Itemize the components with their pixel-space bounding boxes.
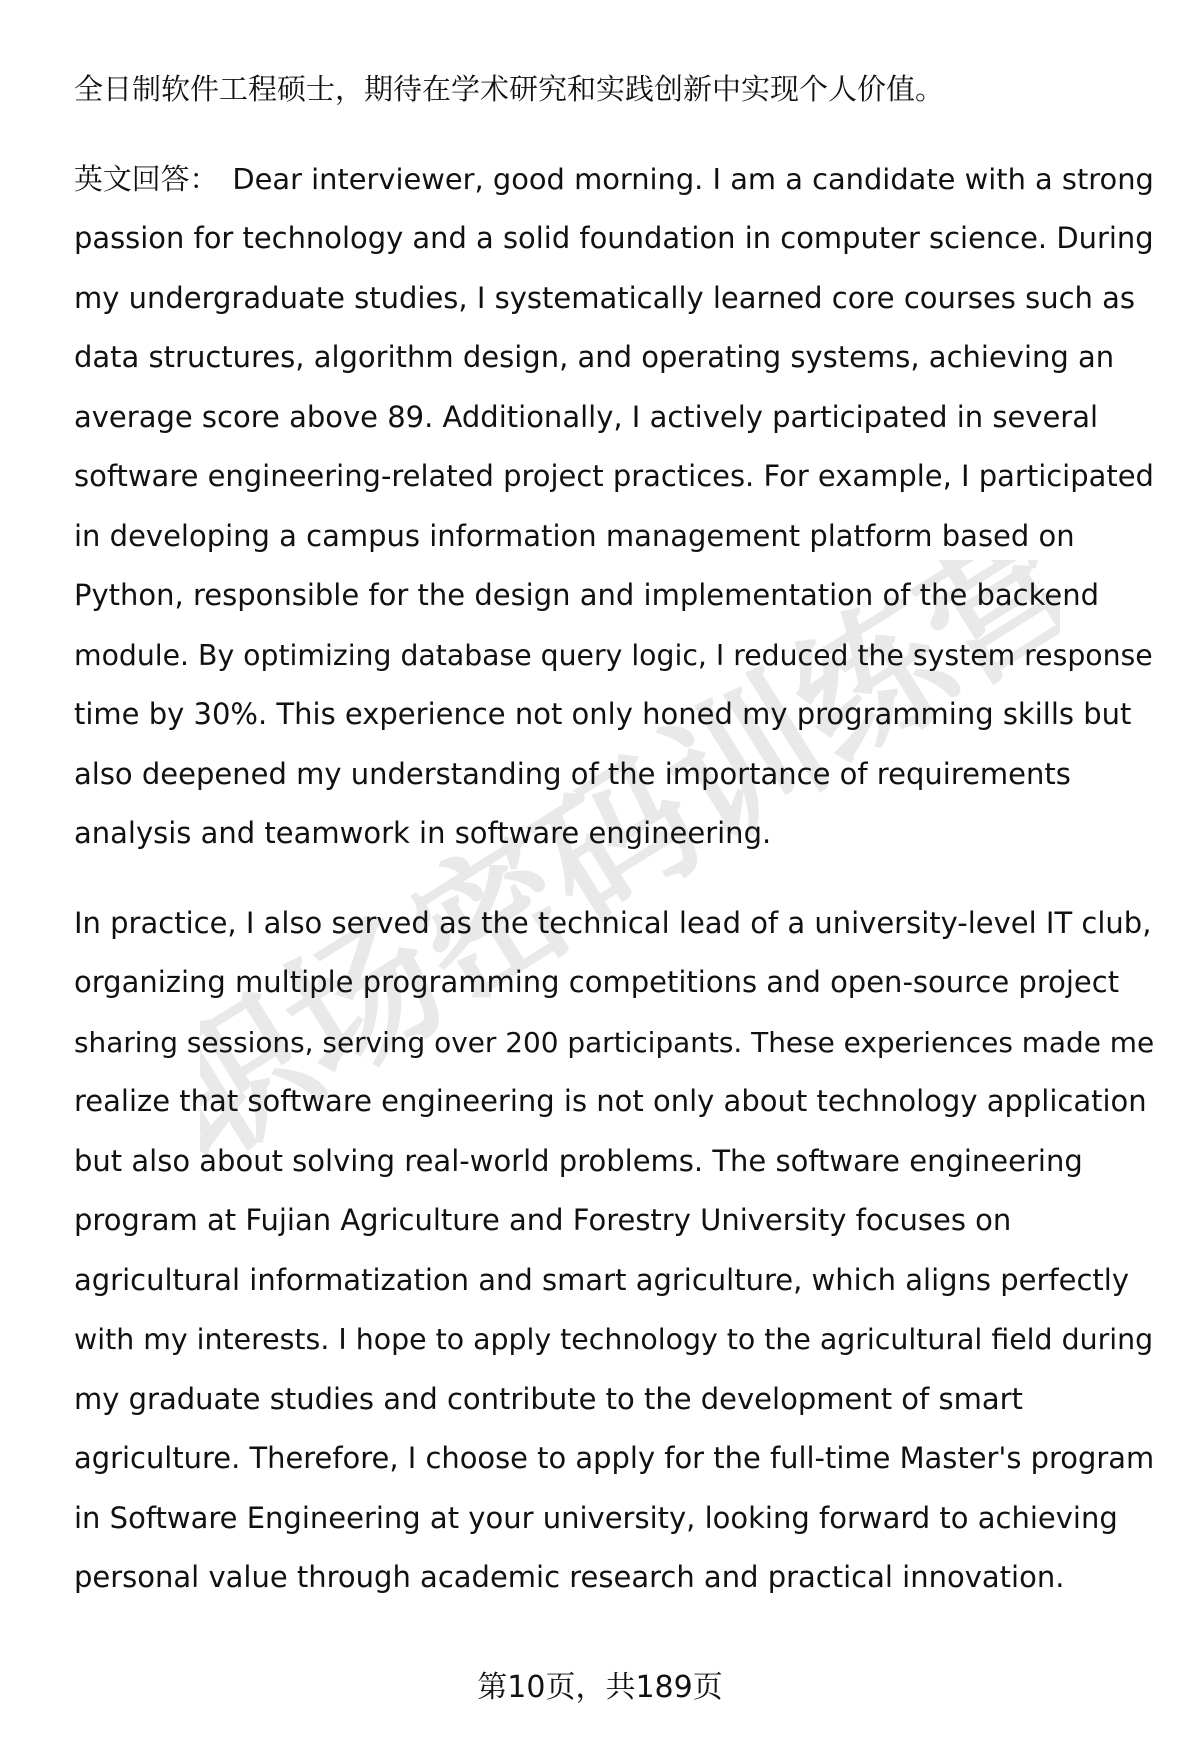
text-line: agriculture. Therefore, I choose to apply for the full-time Master's program: [74, 1441, 1155, 1475]
text-line: data structures, algorithm design, and operating systems, achieving an: [74, 340, 1115, 374]
text-line: program at Fujian Agriculture and Forestry University focuses on: [74, 1203, 1012, 1237]
document-body: [74, 60, 1154, 1608]
text-line: time by 30%. This experience not only honed my programming skills but: [74, 697, 1132, 731]
text-line: module. By optimizing database query logic, I reduced the system response: [74, 638, 1153, 672]
text-line: realize that software engineering is not only about technology application: [74, 1084, 1147, 1118]
text-line: In practice, I also served as the technical lead of a university-level IT club,: [74, 905, 1152, 940]
text-line: organizing multiple programming competitions and open-source project: [74, 965, 1120, 999]
text-line: Python, responsible for the design and implementation of the backend: [74, 578, 1100, 612]
text-line: sharing sessions, serving over 200 participants. These experiences made me: [74, 1025, 1155, 1059]
text-line: personal value through academic research and practical innovation.: [74, 1560, 1065, 1594]
text-line: agricultural informatization and smart agriculture, which aligns perfectly: [74, 1262, 1130, 1297]
intro-line: 全日制软件工程硕士，期待在学术研究和实践创新中实现个人价值。: [74, 72, 945, 106]
answer-label: 英文回答：: [74, 161, 219, 196]
text-line: but also about solving real-world problems. The software engineering: [74, 1143, 1083, 1178]
text-line: software engineering-related project practices. For example, I participated: [74, 459, 1154, 493]
text-line: also deepened my understanding of the importance of requirements: [74, 756, 1071, 791]
text-line: in Software Engineering at your university, looking forward to achieving: [74, 1500, 1118, 1535]
answer-paragraph-2: [74, 894, 1154, 1608]
line-text: Dear interviewer, good morning. I am a candidate with a strong: [232, 161, 1154, 196]
text-line: my graduate studies and contribute to the development of smart: [74, 1381, 1023, 1416]
text-line: in developing a campus information management platform based on: [74, 518, 1075, 553]
text-line: [74, 150, 1154, 210]
text-line: analysis and teamwork in software engineering.: [74, 816, 772, 850]
page-number-footer: 第10页，共189页: [477, 1670, 723, 1705]
text-line: passion for technology and a solid foundation in computer science. During: [74, 221, 1154, 255]
text-line: with my interests. I hope to apply technology to the agricultural field during: [74, 1323, 1154, 1356]
answer-paragraph-1: [74, 150, 1154, 864]
text-line: my undergraduate studies, I systematically learned core courses such as: [74, 280, 1136, 315]
text-line: average score above 89. Additionally, I actively participated in several: [74, 399, 1099, 434]
watermark-text: 职场密码训练营: [200, 560, 1060, 1160]
